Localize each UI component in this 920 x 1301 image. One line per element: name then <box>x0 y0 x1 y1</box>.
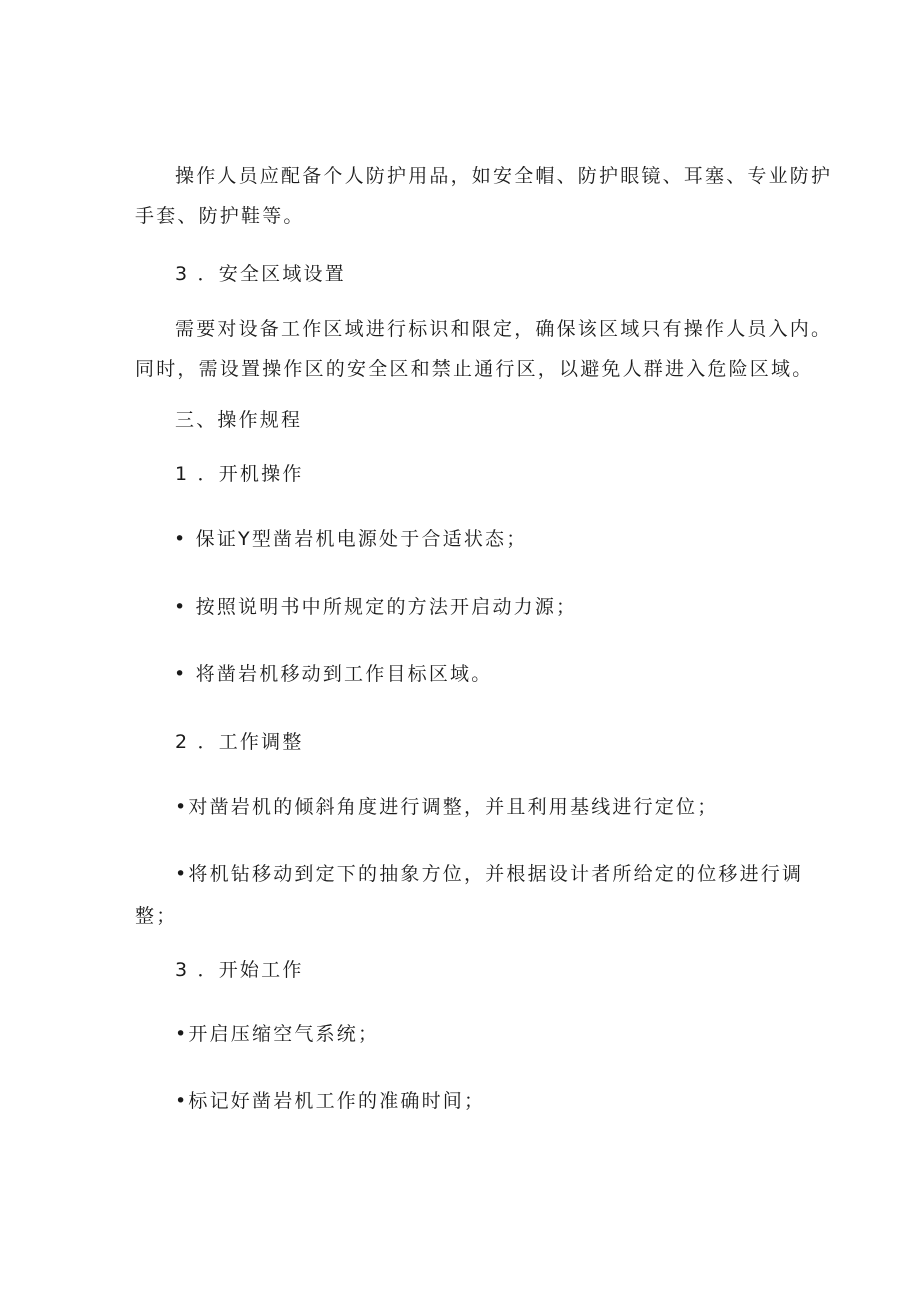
startup-item-3: • 将凿岩机移动到工作目标区域。 <box>174 663 493 685</box>
startup-item-2: • 按照说明书中所规定的方法开启动力源； <box>174 596 578 618</box>
ppe-paragraph-line-2: 手套、防护鞋等。 <box>135 205 305 227</box>
safety-zone-heading: 3 ．安全区域设置 <box>175 263 346 285</box>
adjust-item-2-line-2: 整； <box>135 905 178 927</box>
startup-item-1: • 保证Y型凿岩机电源处于合适状态； <box>174 528 528 550</box>
start-work-heading: 3 ．开始工作 <box>175 959 304 981</box>
work-item-2: •标记好凿岩机工作的准确时间； <box>175 1090 486 1112</box>
adjust-item-1: •对凿岩机的倾斜角度进行调整，并且利用基线进行定位； <box>175 796 719 818</box>
ppe-paragraph-line-1: 操作人员应配备个人防护用品，如安全帽、防护眼镜、耳塞、专业防护 <box>175 165 833 187</box>
adjust-heading: 2 ．工作调整 <box>175 731 304 753</box>
zone-paragraph-line-1: 需要对设备工作区域进行标识和限定，确保该区域只有操作人员入内。 <box>175 318 833 340</box>
startup-heading: 1 ．开机操作 <box>175 463 304 485</box>
work-item-1: •开启压缩空气系统； <box>175 1023 380 1045</box>
zone-paragraph-line-2: 同时，需设置操作区的安全区和禁止通行区，以避免人群进入危险区域。 <box>135 358 814 380</box>
section-title: 三、操作规程 <box>175 409 303 431</box>
adjust-item-2-line-1: •将机钻移动到定下的抽象方位，并根据设计者所给定的位移进行调 <box>175 863 804 885</box>
